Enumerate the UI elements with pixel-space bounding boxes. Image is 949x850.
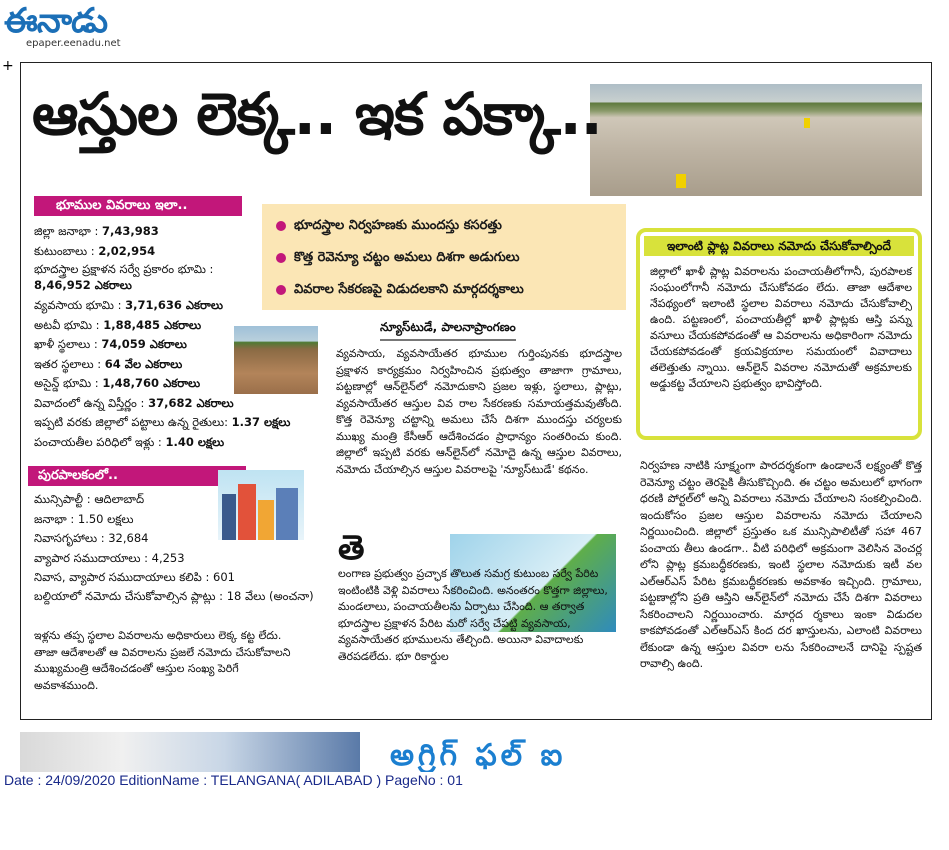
list-item: పంచాయతీల పరిధిలో ఇళ్లు : 1.40 లక్షలు — [34, 434, 225, 449]
list-item: వివాదంలో ఉన్న విస్తీర్ణం : 37,682 ఎకరాలు — [34, 395, 234, 410]
municipal-paragraph: ఇళ్లను తప్ప స్థలాల వివరాలను అధికారులు లెక్క కట్ట లేదు. తాజా ఆదేశాలతో ఆ వివరాలను ప్రజలే నమోదు చేసుకోవాలని ముఖ్యమంత్రి ఆదేశించడంతో ఆస్తుల సంఖ్య పెరిగే అవకాశముంది. — [34, 629, 291, 692]
next-article-strip — [20, 732, 930, 772]
open-land-photo — [590, 84, 922, 196]
hospital-photo — [20, 732, 360, 772]
list-item: మున్సిపాల్టీ : ఆదిలాబాద్ — [34, 492, 145, 506]
bullet-icon — [276, 221, 286, 231]
bullet-icon — [276, 253, 286, 263]
eenadu-logo[interactable] — [4, 2, 144, 54]
list-item: జిల్లా జనాభా : 7,43,983 — [34, 224, 159, 238]
plot-stake-icon — [676, 174, 686, 188]
edition-footer: Date : 24/09/2020 EditionName : TELANGANA( ADILABAD ) PageNo : 01 — [4, 772, 463, 788]
article-right-column: నిర్వహణ నాటికి సూక్ష్మంగా పారదర్శకంగా ఉండాలనే లక్ష్యంతో కొత్త రెవెన్యూ చట్టం తెరపైకి తీసుకొచ్చింది. ఈ చట్టం అమలులో భాగంగా ధరణి పోర్టల్‌లో అన్ని వివరాలు నమోదు చేయాలని సంకల్పించింది. ఇందుకోసం ప్రజల ఆస్తుల వివరాలను నమోదు చేయాలని నిర్ణయించింది. జిల్లాలో ప్రస్తుతం ఒక మున్సిపాలిటీతో సహా 467 పంచాయ తీలు ఉండగా.. వీటి పరిధిలో అక్రమంగా వెలిసిన వెంచర్ల లోని ప్లాట్ల క్రమబద్ధీకరణకు, ఇంటి స్థలాల నమోదుకు ఇటీ వల ఎల్ఆర్ఎస్ పేరిట క్రమబద్ధీకరణకు అవకాశం ఇచ్చింది. గ్రామాలు, పట్టణాల్లోని ప్రతి ఆస్తిని ఆన్‌లైన్‌లో నమోదు చేసే దిశగా వివరాలు సేకరించాలని నిర్ణయించారు. మార్గద ర్శకాలు ఇంకా విడుదల కాకపోవడంతో ఎల్ఆర్ఎస్ కింద దర ఖాస్తులను, ఎలాంటి వివరాలు లేకుండా ఉన్న ఆస్తుల వివరా లను సేకరించాలనే దానిపై స్పష్టత రావాల్సి ఉంది. — [640, 459, 922, 670]
list-item: జనాభా : 1.50 లక్షలు — [34, 511, 134, 526]
list-item: వ్యవసాయ భూమి : 3,71,636 ఎకరాలు — [34, 298, 223, 312]
plots-callout — [636, 228, 922, 440]
municipal-list — [34, 490, 334, 604]
headline: ఆస్తుల లెక్క.. ఇక పక్కా.. — [32, 80, 602, 148]
highlight-item: భూదస్త్రాల నిర్వహణకు ముందస్తు కసరత్తు — [276, 210, 626, 242]
list-item: ఇతర స్థలాలు : 64 వేల ఎకరాలు — [34, 356, 183, 371]
list-item: భూదస్త్రాల ప్రక్షాళన సర్వే ప్రకారం భూమి : 8,46,952 ఎకరాలు — [34, 262, 214, 292]
list-item: బల్దియాలో నమోదు చేసుకోవాల్సిన ప్లాట్లు : 18 వేలు (అంచనా) — [34, 588, 314, 603]
highlight-item: వివరాల సేకరణపై విడుదలకాని మార్గదర్శకాలు — [276, 274, 626, 306]
list-item: అటవీ భూమి : 1,88,485 ఎకరాలు — [34, 317, 202, 332]
bullet-icon — [276, 285, 286, 295]
list-item: వ్యాపార సముదాయాలు : 4,253 — [34, 550, 185, 565]
article-intro: వ్యవసాయ, వ్యవసాయేతర భూముల గుర్తింపునకు భూదస్త్రాల ప్రక్షాళన కార్యక్రమం నిర్వహించిన ప్రభుత్వం తాజాగా గ్రామాలు, పట్టణాల్లో ఆన్‌లైన్‌లో నమోదుకాని ప్రజల ఇళ్లు, స్థలాలు, ప్లాట్లు, వ్యవసాయేతర ఆస్తుల వివ రాల సేకరణకు సమాయత్తమవుతోంది. కొత్త రెవెన్యూ చట్టాన్ని అమలు చేసే దిశగా ముందస్తు చర్యలకు ముఖ్య మంత్రి కేసీఆర్ ఆదేశించడం ప్రాధాన్యం సంతరించు కుంది. జిల్లాలో ఇప్పటి వరకు ఆన్‌లైన్‌లో నమోదై ఉన్న ఆస్తుల వివరాలు, నమోదు చేయాల్సిన ఆస్తుల వివరాలపై 'న్యూస్‌టుడే' కథనం. — [336, 347, 622, 476]
highlights-box — [262, 204, 626, 310]
list-item: నివాసగృహాలు : 32,684 — [34, 531, 149, 545]
list-item: అసైన్డ్ భూమి : 1,48,760 ఎకరాలు — [34, 376, 201, 390]
article-body — [338, 528, 448, 568]
zoom-plus-icon[interactable]: + — [2, 58, 14, 74]
callout-text: జిల్లాలో ఖాళీ ప్లాట్ల వివరాలను పంచాయతీలోగానీ, పురపాలక సంఘంలోగానీ నమోదు చేసుకోవడం లేదు. తాజా ఆదేశాల నేపథ్యంలో ఇలాంటి స్థలాల వివరాలు నమోదు చేసుకోవాల్సి ఉంది. పట్టణంలో, పంచాయతీల్లో ఖాళీ ప్లాట్లకు ఆస్తి పన్ను వసూలు చేయకపోవడంతో ఆ వివరాలను అధికారింగా నమోదు చేయకపోవడంతో క్రయవిక్రయాల సమయంలో వివాదాలు తలెత్తుతు న్నాయి. ఆన్‌లైన్ వివరాల నమోదుతో అక్రమాలకు అడ్డుకట్ట వేయాలని ప్రభుత్వం భావిస్తోంది. — [650, 265, 912, 390]
advertisement-text: అగ్రిగ్ ఫల్ ఐ — [390, 738, 567, 772]
land-details-heading: భూముల వివరాలు ఇలా.. — [34, 196, 242, 216]
byline: న్యూస్‌టుడే, పాలనాప్రాంగణం — [380, 320, 516, 341]
dropcap: తె — [338, 528, 365, 568]
municipal-heading: పురపాలకంలో.. — [28, 466, 246, 486]
list-item: ఇప్పటి వరకు జిల్లాలో పట్టాలు ఉన్న రైతులు: 1.37 లక్షలు — [34, 415, 291, 429]
plot-stake-icon — [804, 118, 810, 128]
farm-field-photo — [234, 326, 318, 394]
callout-heading: ఇలాంటి ప్లాట్ల వివరాలు నమోదు చేసుకోవాల్సిందే — [644, 236, 914, 256]
list-item: కుటుంబాలు : 2,02,954 — [34, 243, 156, 258]
logo-mark: ఈనాడు — [4, 1, 108, 41]
list-item: నివాస, వ్యాపార సముదాయాలు కలిపి : 601 — [34, 570, 235, 584]
logo-url: epaper.eenadu.net — [26, 38, 121, 49]
article-body-text: లంగాణ ప్రభుత్వం ప్రచ్ఛాక తొలుత సమగ్ర కుటుంబ సర్వే పేరిట ఇంటింటికి వెళ్లి వివరాలు సేకరించింది. అనంతరం కొత్తగా జిల్లాలు, మండలాలు, పంచాయతీలను ఏర్పాటు చేసింది. ఆ తర్వాత భూదస్త్రాల ప్రక్షాళన పేరిట మరో సర్వే చేపట్టి వ్యవసాయ, వ్యవసాయేతర భూములను తేల్చింది. అయినా వివాదాలకు తెరపడలేదు. భూ రికార్డుల — [338, 567, 608, 663]
highlight-item: కొత్త రెవెన్యూ చట్టం అమలు దిశగా అడుగులు — [276, 242, 626, 274]
list-item: ఖాళీ స్థలాలు : 74,059 ఎకరాలు — [34, 337, 187, 351]
